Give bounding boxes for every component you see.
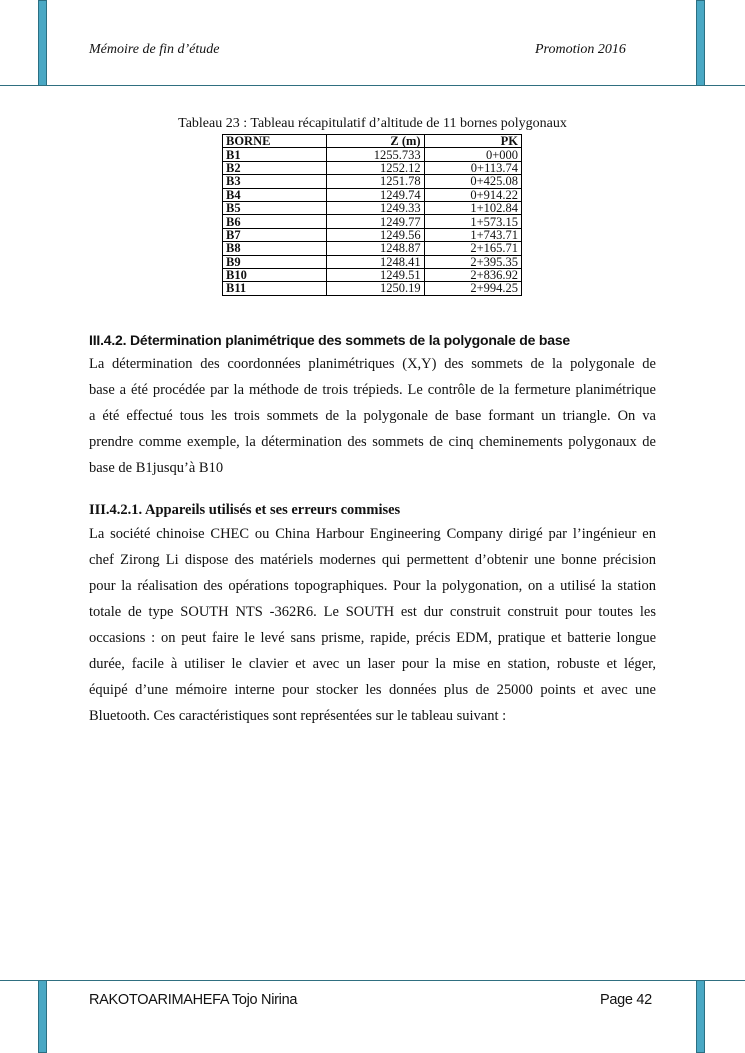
- altitude-cell: 1249.33: [327, 201, 424, 214]
- text-line: a été effectué tous les trois sommets de la polygonale de base formant un triangle. On va: [89, 408, 656, 424]
- text-line: Bluetooth. Ces caractéristiques sont représentées sur le tableau suivant :: [89, 708, 507, 724]
- borne-cell: B6: [223, 215, 327, 228]
- pk-cell: 2+836.92: [424, 268, 521, 281]
- pk-cell: 2+165.71: [424, 242, 521, 255]
- table-row: [223, 188, 522, 201]
- header-right-bar: [696, 0, 705, 86]
- table-row: [223, 161, 522, 174]
- footer-page-number: Page 42: [600, 992, 652, 1008]
- footer-author: RAKOTOARIMAHEFA Tojo Nirina: [89, 992, 298, 1008]
- section-heading: III.4.2. Détermination planimétrique des sommets de la polygonale de base: [89, 332, 570, 348]
- borne-cell: B7: [223, 228, 327, 241]
- footer-right-bar: [696, 980, 705, 1053]
- borne-cell: B9: [223, 255, 327, 268]
- borne-cell: B1: [223, 148, 327, 161]
- subsection-heading: III.4.2.1. Appareils utilisés et ses erreurs commises: [89, 502, 401, 518]
- altitude-cell: 1250.19: [327, 282, 424, 295]
- altitude-table: [222, 134, 522, 296]
- altitude-cell: 1248.41: [327, 255, 424, 268]
- text-line: prendre comme exemple, la détermination des sommets de cinq cheminements polygonaux de: [89, 434, 656, 450]
- borne-cell: B4: [223, 188, 327, 201]
- text-line: durée, facile à utiliser le clavier et avec un laser pour la mise en station, robuste et léger,: [89, 656, 656, 672]
- text-line: pour la réalisation des opérations topographiques. Pour la polygonation, on a utilisé la station: [89, 578, 656, 594]
- pk-cell: 0+113.74: [424, 161, 521, 174]
- table-row: [223, 255, 522, 268]
- altitude-cell: 1255.733: [327, 148, 424, 161]
- header-right-text: Promotion 2016: [535, 42, 626, 57]
- header-left-bar: [38, 0, 47, 86]
- table-row: [223, 201, 522, 214]
- altitude-cell: 1251.78: [327, 175, 424, 188]
- pk-cell: 2+395.35: [424, 255, 521, 268]
- text-line: base a été procédée par la méthode de trois trépieds. Le contrôle de la fermeture planimétrique: [89, 382, 656, 398]
- column-header: BORNE: [223, 135, 327, 148]
- borne-cell: B2: [223, 161, 327, 174]
- altitude-cell: 1249.74: [327, 188, 424, 201]
- table-caption: Tableau 23 : Tableau récapitulatif d’altitude de 11 bornes polygonaux: [178, 116, 567, 131]
- table-row: [223, 282, 522, 295]
- table-row: [223, 175, 522, 188]
- altitude-cell: 1249.51: [327, 268, 424, 281]
- text-line: La société chinoise CHEC ou China Harbour Engineering Company dirigé par l’ingénieur en: [89, 526, 656, 542]
- paragraph: [89, 351, 656, 481]
- table-row: [223, 215, 522, 228]
- pk-cell: 2+994.25: [424, 282, 521, 295]
- borne-cell: B5: [223, 201, 327, 214]
- table-row: [223, 148, 522, 161]
- table-row: [223, 228, 522, 241]
- borne-cell: B3: [223, 175, 327, 188]
- text-line: totale de type SOUTH NTS -362R6. Le SOUTH est dur construit construit pour toutes les: [89, 604, 656, 620]
- pk-cell: 0+914.22: [424, 188, 521, 201]
- header-left-text: Mémoire de fin d’étude: [89, 42, 220, 57]
- pk-cell: 0+425.08: [424, 175, 521, 188]
- pk-cell: 1+743.71: [424, 228, 521, 241]
- table-row: [223, 242, 522, 255]
- table-row: [223, 268, 522, 281]
- altitude-cell: 1249.56: [327, 228, 424, 241]
- pk-cell: 1+102.84: [424, 201, 521, 214]
- footer-rule: [0, 980, 745, 981]
- altitude-cell: 1249.77: [327, 215, 424, 228]
- text-line: base de B1jusqu’à B10: [89, 460, 224, 476]
- pk-cell: 1+573.15: [424, 215, 521, 228]
- paragraph: [89, 521, 656, 729]
- footer-left-bar: [38, 980, 47, 1053]
- borne-cell: B11: [223, 282, 327, 295]
- column-header: PK: [424, 135, 521, 148]
- header-rule: [0, 85, 745, 86]
- text-line: occasions : on peut faire le levé sans prisme, rapide, précis EDM, pratique et batterie longue: [89, 630, 656, 646]
- altitude-cell: 1252.12: [327, 161, 424, 174]
- pk-cell: 0+000: [424, 148, 521, 161]
- text-line: chef Zirong Li dispose des matériels modernes qui permettent d’obtenir une bonne précision: [89, 552, 656, 568]
- table-header-row: [223, 135, 522, 148]
- text-line: équipé d’une mémoire interne pour stocker les données plus de 25000 points et avec une: [89, 682, 656, 698]
- column-header: Z (m): [327, 135, 424, 148]
- borne-cell: B8: [223, 242, 327, 255]
- borne-cell: B10: [223, 268, 327, 281]
- text-line: La détermination des coordonnées planimétriques (X,Y) des sommets de la polygonale de: [89, 356, 656, 372]
- altitude-cell: 1248.87: [327, 242, 424, 255]
